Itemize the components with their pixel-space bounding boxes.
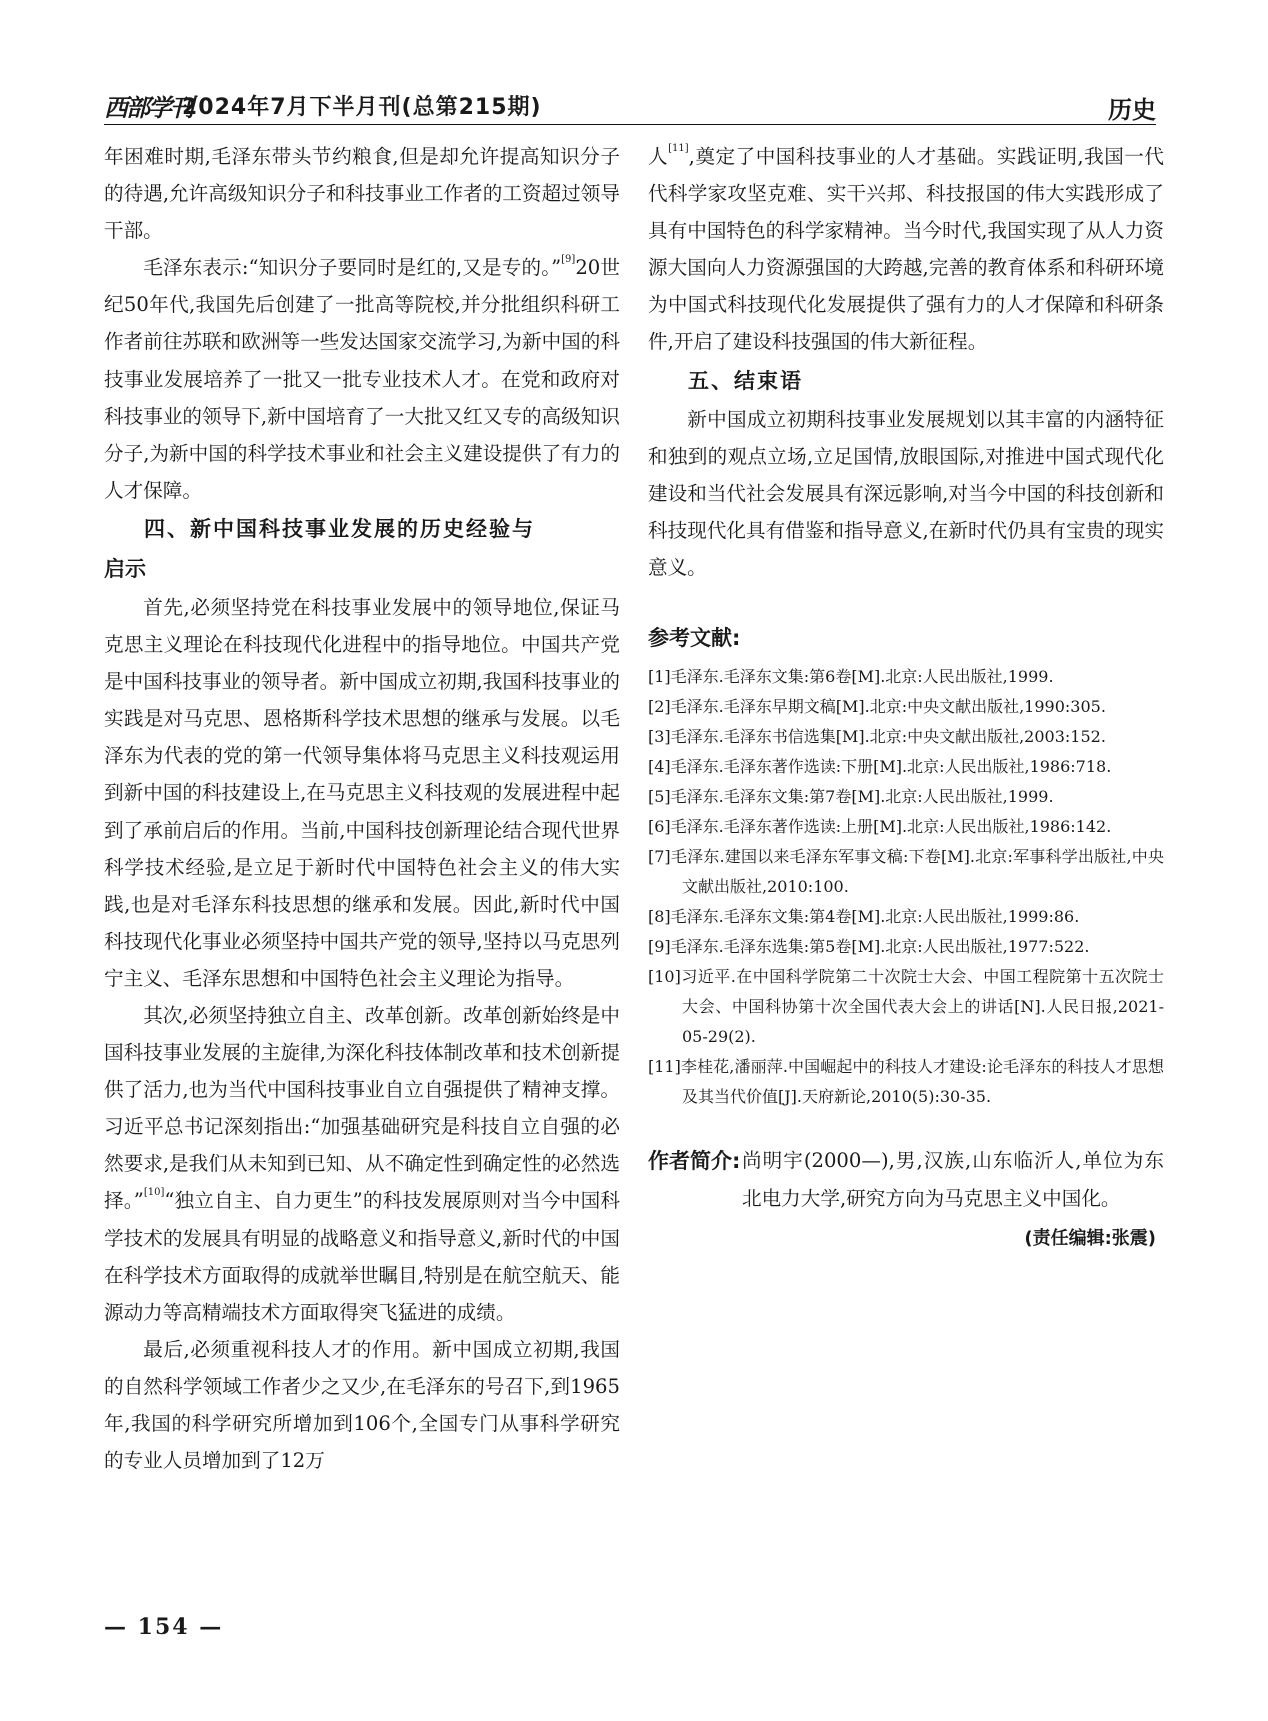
paragraph: 最后,必须重视科技人才的作用。新中国成立初期,我国的自然科学领域工作者少之又少,在毛泽东的号召下,到1965年,我国的科学研究所增加到106个,全国专门从事科学研究的专业人员增加到了12万: [104, 1337, 620, 1473]
references-title: 参考文献:: [648, 626, 741, 651]
left-column: [104, 138, 620, 1479]
citation-ref: [10]: [143, 1187, 165, 1199]
reference-item: [10]习近平.在中国科学院第二十次院士大会、中国工程院第十五次院士大会、中国科协第十次全国代表大会上的讲话[N].人民日报,2021-05-29(2).: [648, 967, 1164, 1047]
reference-item: [8]毛泽东.毛泽东文集:第4卷[M].北京:人民出版社,1999:86.: [648, 907, 1080, 927]
paragraph-text: ,奠定了中国科技事业的人才基础。实践证明,我国一代代科学家攻坚克难、实干兴邦、科技报国的伟大实践形成了具有中国特色的科学家精神。当今时代,我国实现了从人力资源大国向人力资源强国的大跨越,完善的教育体系和科研环境为中国式科技现代化发展提供了强有力的人才保障和科研条件,开启了建设科技强国的伟大新征程。: [648, 145, 1164, 354]
section-name: 历史: [1108, 96, 1156, 124]
paragraph-text: 毛泽东表示:“知识分子要同时是红的,又是专的。”: [143, 256, 562, 280]
references-list: [648, 662, 1164, 1112]
reference-item: [4]毛泽东.毛泽东著作选读:下册[M].北京:人民出版社,1986:718.: [648, 757, 1112, 777]
paragraph: [104, 997, 620, 1331]
reference-item: [3]毛泽东.毛泽东书信选集[M].北京:中央文献出版社,2003:152.: [648, 727, 1106, 747]
page-header: [104, 88, 1156, 122]
paragraph: 新中国成立初期科技事业发展规划以其丰富的内涵特征和独到的观点立场,立足国情,放眼国际,对推进中国式现代化建设和当代社会发展具有深远影响,对当今中国的科技创新和科技现代化具有借鉴和指导意义,在新时代仍具有宝贵的现实意义。: [648, 407, 1164, 579]
reference-item: [5]毛泽东.毛泽东文集:第7卷[M].北京:人民出版社,1999.: [648, 787, 1054, 807]
section-heading: 五、结束语: [688, 368, 803, 393]
author-label: 作者简介:: [648, 1149, 741, 1174]
citation-ref: [9]: [561, 254, 576, 266]
section-heading-continued: 启示: [104, 556, 146, 581]
reference-item: [9]毛泽东.毛泽东选集:第5卷[M].北京:人民出版社,1977:522.: [648, 937, 1090, 957]
author-text: 尚明宇(2000—),男,汉族,山东临沂人,单位为东北电力大学,研究方向为马克思主义中国化。: [742, 1149, 1164, 1211]
journal-logo: 西部学刊: [104, 93, 192, 122]
reference-item: [6]毛泽东.毛泽东著作选读:上册[M].北京:人民出版社,1986:142.: [648, 817, 1112, 837]
header-rule: [104, 124, 1156, 125]
reference-item: [11]李桂花,潘丽萍.中国崛起中的科技人才建设:论毛泽东的科技人才思想及其当代价值[J].天府新论,2010(5):30-35.: [648, 1057, 1164, 1107]
paragraph-text: 人: [648, 145, 669, 168]
page-number: — 154 —: [104, 1614, 224, 1640]
citation-ref: [11]: [668, 143, 689, 154]
paragraph-text: “独立自主、自力更生”的科技发展原则对当今中国科学技术的发展具有明显的战略意义和指导意义,新时代的中国在科学技术方面取得的成就举世瞩目,特别是在航空航天、能源动力等高精端技术方面取得突飞猛进的成绩。: [104, 1189, 620, 1324]
section-heading: 四、新中国科技事业发展的历史经验与: [144, 516, 535, 541]
right-column: [648, 138, 1164, 1254]
paragraph: 年困难时期,毛泽东带头节约粮食,但是却允许提高知识分子的待遇,允许高级知识分子和科技事业工作者的工资超过领导干部。: [104, 145, 620, 243]
author-bio: [648, 1142, 1164, 1218]
paragraph: 首先,必须坚持党在科技事业发展中的领导地位,保证马克思主义理论在科技现代化进程中的指导地位。中国共产党是中国科技事业的领导者。新中国成立初期,我国科技事业的实践是对马克思、恩格斯科学技术思想的继承与发展。以毛泽东为代表的党的第一代领导集体将马克思主义科技观运用到新中国的科技建设上,在马克思主义科技观的发展进程中起到了承前启后的作用。当前,中国科技创新理论结合现代世界科学技术经验,是立足于新时代中国特色社会主义的伟大实践,也是对毛泽东科技思想的继承和发展。因此,新时代中国科技现代化事业必须坚持中国共产党的领导,坚持以马克思列宁主义、毛泽东思想和中国特色社会主义理论为指导。: [104, 595, 620, 990]
responsible-editor: (责任编辑:张震): [1024, 1228, 1156, 1250]
paragraph-text: 20世纪50年代,我国先后创建了一批高等院校,并分批组织科研工作者前往苏联和欧洲等一些发达国家交流学习,为新中国的科技事业发展培养了一批又一批专业技术人才。在党和政府对科技事业的领导下,新中国培育了一大批又红又专的高级知识分子,为新中国的科学技术事业和社会主义建设提供了有力的人才保障。: [104, 256, 620, 502]
issue-info: 2024年7月下半月刊(总第215期): [182, 95, 542, 120]
paragraph: [104, 249, 620, 509]
reference-item: [1]毛泽东.毛泽东文集:第6卷[M].北京:人民出版社,1999.: [648, 667, 1054, 687]
paragraph-text: 其次,必须坚持独立自主、改革创新。改革创新始终是中国科技事业发展的主旋律,为深化科技体制改革和技术创新提供了活力,也为当代中国科技事业自立自强提供了精神支撑。习近平总书记深刻指出:“加强基础研究是科技自立自强的必然要求,是我们从未知到已知、从不确定性到确定性的必然选择。”: [104, 1003, 620, 1213]
reference-item: [7]毛泽东.建国以来毛泽东军事文稿:下卷[M].北京:军事科学出版社,中央文献出版社,2010:100.: [648, 847, 1164, 897]
paragraph: [648, 138, 1164, 361]
reference-item: [2]毛泽东.毛泽东早期文稿[M].北京:中央文献出版社,1990:305.: [648, 697, 1106, 717]
